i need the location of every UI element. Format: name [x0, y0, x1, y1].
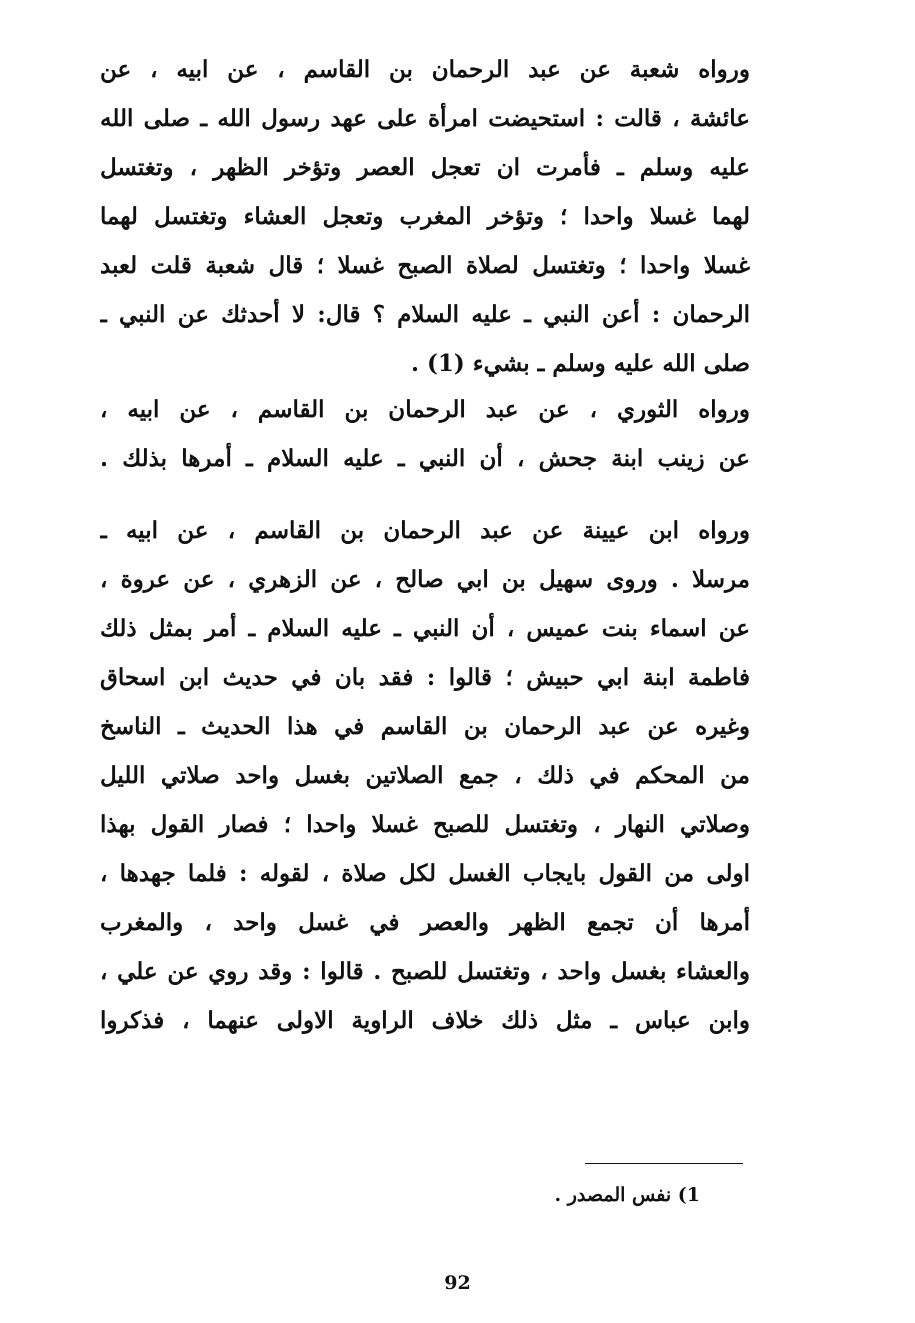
text-line: عن زينب ابنة جحش ، أن النبي ـ عليه السلام ـ أمرها بذلك .: [100, 445, 750, 472]
text-line: عن اسماء بنت عميس ، أن النبي ـ عليه السلام ـ أمر بمثل ذلك: [100, 615, 750, 642]
text-line: من المحكم في ذلك ، جمع الصلاتين بغسل واحد صلاتي الليل: [100, 762, 750, 789]
text-line: ورواه الثوري ، عن عبد الرحمان بن القاسم ، عن ابيه ،: [100, 396, 750, 423]
text-line: ورواه ابن عيينة عن عبد الرحمان بن القاسم ، عن ابيه ـ: [100, 517, 750, 544]
text-line: عليه وسلم ـ فأمرت ان تعجل العصر وتؤخر الظهر ، وتغتسل: [100, 154, 750, 181]
paragraph-2: [100, 385, 750, 483]
page-number: 92: [444, 1272, 471, 1294]
text-line: غسلا واحدا ؛ وتغتسل لصلاة الصبح غسلا ؛ قال شعبة قلت لعبد: [100, 252, 750, 279]
text-line: صلى الله عليه وسلم ـ بشيء (1) .: [410, 350, 750, 377]
footnote: 1) نفس المصدر .: [554, 1184, 700, 1206]
paragraph-1: [100, 45, 750, 388]
text-line: مرسلا . وروى سهيل بن ابي صالح ، عن الزهري ، عن عروة ،: [100, 566, 750, 593]
text-line: ورواه شعبة عن عبد الرحمان بن القاسم ، عن ابيه ، عن: [100, 56, 750, 83]
text-line: وابن عباس ـ مثل ذلك خلاف الراوية الاولى عنهما ، فذكروا: [100, 1007, 750, 1034]
text-line: اولى من القول بايجاب الغسل لكل صلاة ، لقوله : فلما جهدها ،: [100, 860, 750, 887]
text-line: فاطمة ابنة ابي حبيش ؛ قالوا : فقد بان في حديث ابن اسحاق: [100, 664, 750, 691]
text-line: أمرها أن تجمع الظهر والعصر في غسل واحد ، والمغرب: [100, 909, 750, 936]
footnote-divider: [585, 1163, 743, 1164]
text-line: وصلاتي النهار ، وتغتسل للصبح غسلا واحدا ؛ فصار القول بهذا: [100, 811, 750, 838]
paragraph-3: [100, 506, 750, 1045]
text-line: الرحمان : أعن النبي ـ عليه السلام ؟ قال: لا أحدثك عن النبي ـ: [100, 301, 750, 328]
text-line: عائشة ، قالت : استحيضت امرأة على عهد رسول الله ـ صلى الله: [100, 105, 750, 132]
text-line: وغيره عن عبد الرحمان بن القاسم في هذا الحديث ـ الناسخ: [100, 713, 750, 740]
text-line: لهما غسلا واحدا ؛ وتؤخر المغرب وتعجل العشاء وتغتسل لهما: [100, 203, 750, 230]
text-line: والعشاء بغسل واحد ، وتغتسل للصبح . قالوا : وقد روي عن علي ،: [100, 958, 750, 985]
